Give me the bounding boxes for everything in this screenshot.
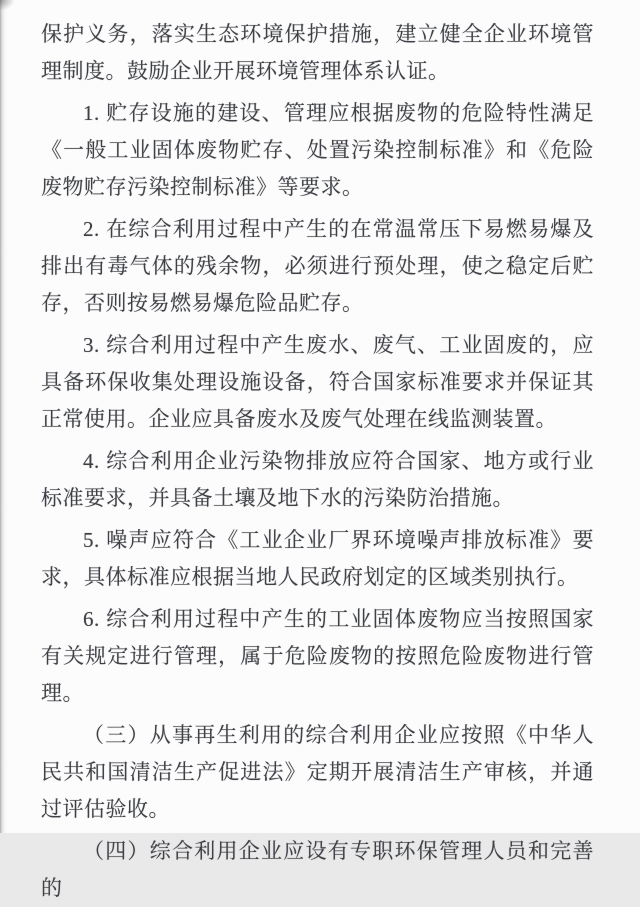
document-body bbox=[41, 16, 594, 907]
paragraph: 5. 噪声应符合《工业企业厂界环境噪声排放标准》要求，具体标准应根据当地人民政府划定的区域类别执行。 bbox=[41, 528, 594, 589]
paragraph: 2. 在综合利用过程中产生的在常温常压下易燃易爆及排出有毒气体的残余物，必须进行预处理，使之稳定后贮存，否则按易燃易爆危险品贮存。 bbox=[41, 217, 594, 315]
paragraph: 保护义务，落实生态环境保护措施，建立健全企业环境管理制度。鼓励企业开展环境管理体系认证。 bbox=[41, 22, 594, 83]
paragraph: （三）从事再生利用的综合利用企业应按照《中华人民共和国清洁生产促进法》定期开展清洁生产审核，并通过评估验收。 bbox=[41, 723, 594, 821]
scan-corner-smudge bbox=[0, 0, 14, 10]
paragraph: 1. 贮存设施的建设、管理应根据废物的危险特性满足《一般工业固体废物贮存、处置污染控制标准》和《危险废物贮存污染控制标准》等要求。 bbox=[41, 101, 594, 199]
paragraph: 6. 综合利用过程中产生的工业固体废物应当按照国家有关规定进行管理，属于危险废物的按照危险废物进行管理。 bbox=[41, 607, 594, 705]
paragraph: 4. 综合利用企业污染物排放应符合国家、地方或行业标准要求，并具备土壤及地下水的污染防治措施。 bbox=[41, 449, 594, 510]
paragraph: 3. 综合利用过程中产生废水、废气、工业固废的，应具备环保收集处理设施设备，符合国家标准要求并保证其正常使用。企业应具备废水及废气处理在线监测装置。 bbox=[41, 333, 594, 431]
paragraph: （四）综合利用企业应设有专职环保管理人员和完善的 bbox=[41, 839, 594, 900]
scan-edge-shadow bbox=[0, 0, 8, 833]
